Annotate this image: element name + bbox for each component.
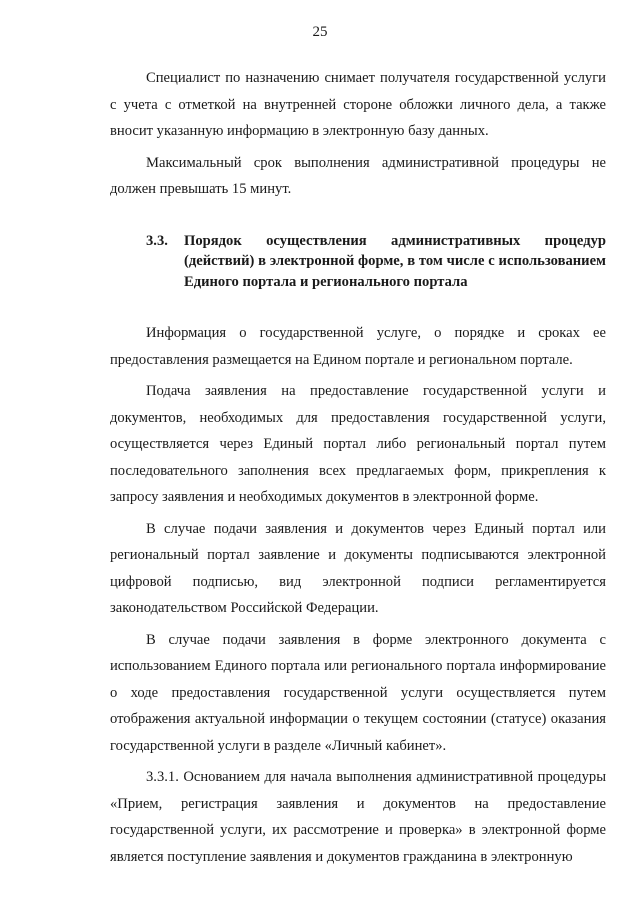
document-body — [110, 65, 606, 870]
page-number: 25 — [312, 24, 328, 40]
section-number: 3.3. — [146, 232, 168, 249]
paragraph: В случае подачи заявления и документов через Единый портал или региональный портал заявление и документы подписываются электронной цифровой подписью, вид электронной подписи регламентируется законодательством Российской Федерации. — [110, 520, 606, 616]
paragraph: Информация о государственной услуге, о порядке и сроках ее предоставления размещается на Едином портале и региональном портале. — [110, 325, 606, 368]
paragraph: В случае подачи заявления в форме электронного документа с использованием Единого портала или регионального портала информирование о ходе предоставления государственной услуги осуществляется путем отображения актуальной информации о текущем состоянии (статусе) оказания государственной услуги в разделе «Личный кабинет». — [110, 631, 606, 754]
section-heading — [110, 231, 606, 293]
paragraph: Специалист по назначению снимает получателя государственной услуги с учета с отметкой на внутренней стороне обложки личного дела, а также вносит указанную информацию в электронную базу данных. — [110, 70, 606, 139]
paragraph: Максимальный срок выполнения административной процедуры не должен превышать 15 минут. — [110, 154, 606, 197]
paragraph: 3.3.1. Основанием для начала выполнения административной процедуры «Прием, регистрация заявления и документов на предоставление государственной услуги, их рассмотрение и проверка» в электронной форме является поступление заявления и документов гражданина в электронную — [110, 769, 606, 865]
paragraph: Подача заявления на предоставление государственной услуги и документов, необходимых для предоставления государственной услуги, осуществляется через Единый портал либо региональный портал путем последовательного заполнения всех предлагаемых форм, прикрепления к запросу заявления и необходимых документов в электронной форме. — [110, 383, 606, 505]
section-title: Порядок осуществления административных процедур (действий) в электронной форме, в том числе с использованием Единого портала и регионального портала — [184, 232, 606, 290]
